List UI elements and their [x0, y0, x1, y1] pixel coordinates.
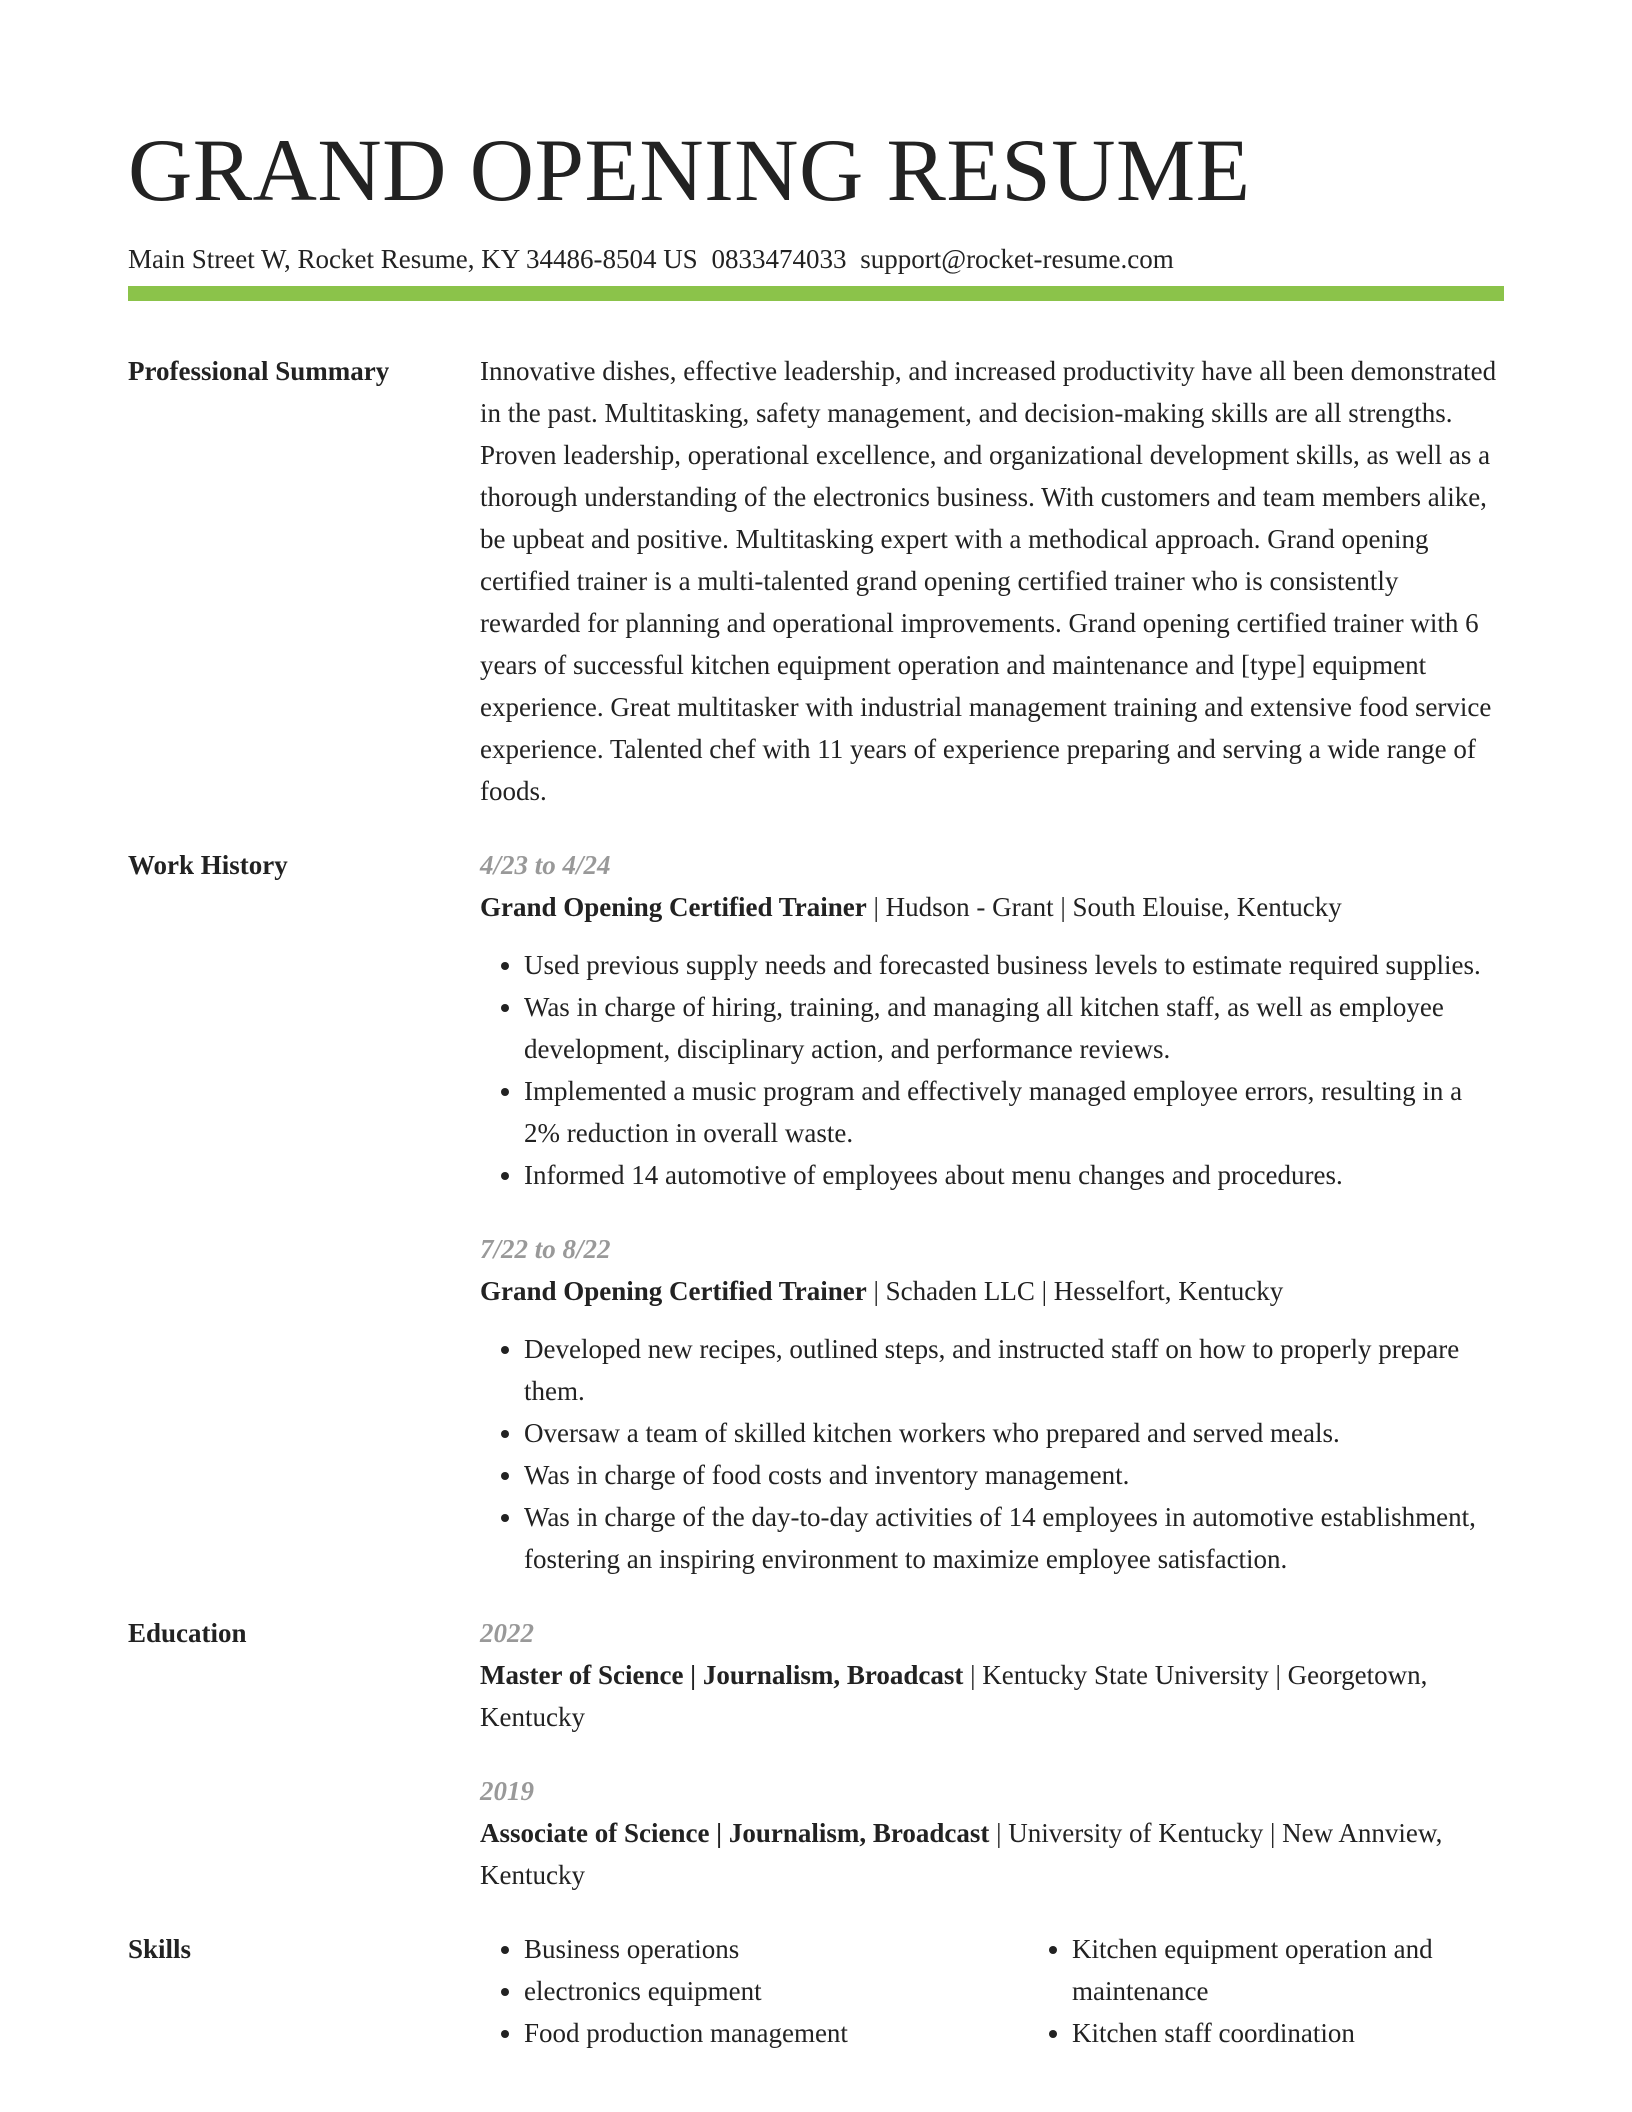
- skills-grid: [480, 1928, 1504, 2054]
- job-bullet: • Oversaw a team of skilled kitchen workers who prepared and served meals.: [524, 1412, 1504, 1454]
- education-heading: [480, 1654, 1504, 1738]
- section-professional-summary: [128, 350, 1504, 812]
- education-details: | University of Kentucky | New Annview, Kentucky: [480, 1818, 1443, 1890]
- degree-title: Master of Science | Journalism, Broadcast: [480, 1660, 964, 1690]
- contact-line: [128, 242, 1504, 276]
- education-year: 2022: [480, 1618, 534, 1648]
- section-title: Professional Summary: [128, 356, 390, 386]
- job-dates: 7/22 to 8/22: [480, 1234, 611, 1264]
- education-heading: [480, 1812, 1504, 1896]
- section-work-history: [128, 844, 1504, 1580]
- job-entry: [480, 844, 1504, 1196]
- accent-divider: [128, 286, 1504, 301]
- job-title: Grand Opening Certified Trainer: [480, 892, 867, 922]
- resume-header: [128, 118, 1504, 276]
- contact-address: Main Street W, Rocket Resume, KY 34486-8504 US: [128, 244, 698, 274]
- job-bullet: • Informed 14 automotive of employees about menu changes and procedures.: [524, 1154, 1504, 1196]
- section-skills: [128, 1928, 1504, 2054]
- job-details: | Hudson - Grant | South Elouise, Kentucky: [866, 892, 1342, 922]
- section-content: [480, 1928, 1504, 2054]
- contact-phone: 0833474033: [711, 244, 847, 274]
- education-details: | Kentucky State University | Georgetown, Kentucky: [480, 1660, 1428, 1732]
- contact-email: support@rocket-resume.com: [860, 244, 1174, 274]
- job-title: Grand Opening Certified Trainer: [480, 1276, 867, 1306]
- skills-column-right: [1028, 1928, 1532, 2054]
- resume-title: GRAND OPENING RESUME: [128, 122, 1251, 220]
- education-entry: [480, 1770, 1504, 1896]
- job-bullet: • Developed new recipes, outlined steps, and instructed staff on how to properly prepare them.: [524, 1328, 1504, 1412]
- skill-item: • Kitchen staff coordination: [1072, 2012, 1532, 2054]
- job-bullet: • Used previous supply needs and forecasted business levels to estimate required supplies.: [524, 944, 1504, 986]
- section-content: [480, 844, 1504, 1580]
- resume-body: [128, 350, 1504, 2054]
- job-bullet: • Was in charge of hiring, training, and managing all kitchen staff, as well as employee development, disciplinary action, and performance reviews.: [524, 986, 1504, 1070]
- education-year: 2019: [480, 1776, 534, 1806]
- degree-title: Associate of Science | Journalism, Broadcast: [480, 1818, 990, 1848]
- section-education: [128, 1612, 1504, 1896]
- skill-item: • electronics equipment: [524, 1970, 984, 2012]
- job-heading: [480, 886, 1504, 928]
- section-title: Work History: [128, 850, 288, 880]
- section-title: Skills: [128, 1934, 192, 1964]
- skill-item: • Kitchen equipment operation and maintenance: [1072, 1928, 1532, 2012]
- job-details: | Schaden LLC | Hesselfort, Kentucky: [866, 1276, 1284, 1306]
- job-dates: 4/23 to 4/24: [480, 850, 611, 880]
- job-entry: [480, 1228, 1504, 1580]
- job-bullets: [480, 944, 1504, 1196]
- job-bullet: • Was in charge of food costs and inventory management.: [524, 1454, 1504, 1496]
- skill-item: • Food production management: [524, 2012, 984, 2054]
- section-title: Education: [128, 1618, 247, 1648]
- education-entry: [480, 1612, 1504, 1738]
- job-bullet: • Implemented a music program and effectively managed employee errors, resulting in a 2% reduction in overall waste.: [524, 1070, 1504, 1154]
- summary-text: Innovative dishes, effective leadership, and increased productivity have all been demonstrated in the past. Multitasking, safety management, and decision-making skills are all strengths. Proven leadership, operational excellence, and organizational development skills, as well as a thorough understanding of the electronics business. With customers and team members alike, be upbeat and positive. Multitasking expert with a methodical approach. Grand opening certified trainer is a multi-talented grand opening certified trainer who is consistently rewarded for planning and operational improvements. Grand opening certified trainer with 6 years of successful kitchen equipment operation and maintenance and [type] equipment experience. Great multitasker with industrial management training and extensive food service experience. Talented chef with 11 years of experience preparing and serving a wide range of foods.: [480, 356, 1497, 806]
- skill-item: • Business operations: [524, 1928, 984, 1970]
- job-bullet: • Was in charge of the day-to-day activities of 14 employees in automotive establishment, fostering an inspiring environment to maximize employee satisfaction.: [524, 1496, 1504, 1580]
- section-content: [480, 1612, 1504, 1896]
- job-heading: [480, 1270, 1504, 1312]
- job-bullets: [480, 1328, 1504, 1580]
- section-content: [480, 350, 1504, 812]
- skills-column-left: [480, 1928, 984, 2054]
